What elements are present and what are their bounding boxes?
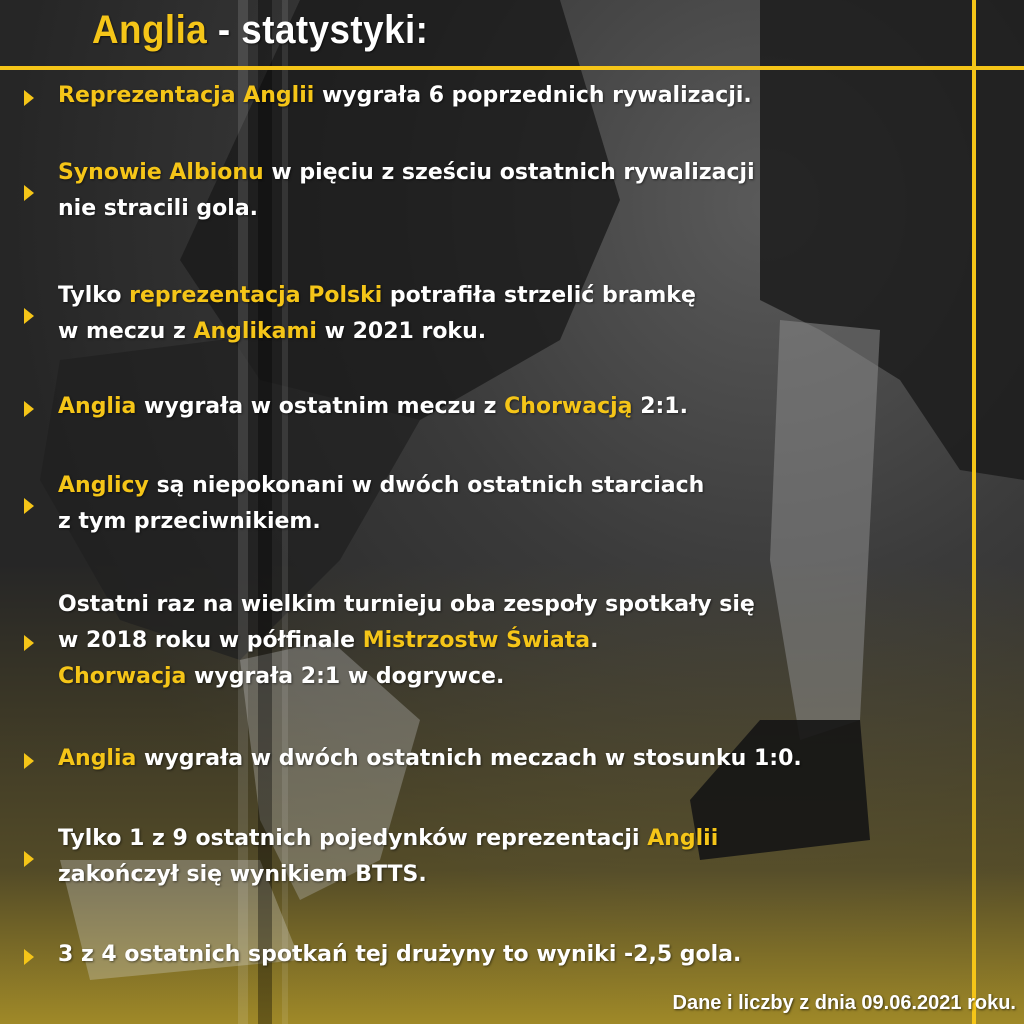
- data-date-note: Dane i liczby z dnia 09.06.2021 roku.: [672, 992, 1016, 1014]
- stat-text-segment: w meczu z: [58, 319, 194, 344]
- bullet-arrow-icon: [24, 949, 34, 965]
- title-highlight: Anglia: [92, 8, 208, 52]
- stat-text-segment: nie stracili gola.: [58, 196, 259, 221]
- stat-text: [58, 155, 755, 227]
- stat-text-segment: wygrała w dwóch ostatnich meczach w stosunku 1:0.: [136, 746, 802, 771]
- stat-text-segment: Tylko 1 z 9 ostatnich pojedynków reprezentacji: [58, 826, 648, 851]
- stat-text-segment: z tym przeciwnikiem.: [58, 509, 321, 534]
- bullet-arrow-icon: [24, 498, 34, 514]
- bullet-arrow-icon: [24, 185, 34, 201]
- bullet-arrow-icon: [24, 401, 34, 417]
- stat-text: [58, 278, 696, 350]
- stat-text-segment: zakończył się wynikiem BTTS.: [58, 862, 427, 887]
- stat-text-segment: .: [590, 628, 599, 653]
- stat-text-segment: 2:1.: [632, 394, 688, 419]
- highlighted-term: Chorwacją: [504, 394, 633, 419]
- bullet-arrow-icon: [24, 635, 34, 651]
- stat-text-segment: Ostatni raz na wielkim turnieju oba zespoły spotkały się: [58, 592, 755, 617]
- bullet-arrow-icon: [24, 753, 34, 769]
- highlighted-term: Anglia: [58, 394, 137, 419]
- stat-text-segment: w pięciu z sześciu ostatnich rywalizacji: [263, 160, 755, 185]
- highlighted-term: reprezentacja Polski: [129, 283, 383, 308]
- bullet-arrow-icon: [24, 851, 34, 867]
- stat-text-segment: wygrała 6 poprzednich rywalizacji.: [314, 83, 752, 108]
- title-rest: - statystyki:: [207, 8, 429, 52]
- stat-text: [58, 468, 704, 540]
- stat-text: [58, 78, 752, 114]
- stat-text: [58, 937, 741, 973]
- stat-text: [58, 741, 802, 777]
- highlighted-term: Anglicy: [58, 473, 149, 498]
- highlighted-term: Mistrzostw Świata: [362, 628, 591, 653]
- highlighted-term: Anglia: [58, 746, 137, 771]
- stat-text-segment: w 2018 roku w półfinale: [58, 628, 363, 653]
- highlighted-term: Anglikami: [193, 319, 317, 344]
- stat-text-segment: Tylko: [58, 283, 130, 308]
- stat-text-segment: wygrała 2:1 w dogrywce.: [186, 664, 505, 689]
- highlighted-term: Chorwacja: [58, 664, 187, 689]
- stat-text: [58, 389, 688, 425]
- stat-text-segment: w 2021 roku.: [316, 319, 487, 344]
- stat-text: [58, 821, 718, 893]
- stat-text: [58, 587, 755, 695]
- highlighted-term: Reprezentacja Anglii: [58, 83, 315, 108]
- bullet-arrow-icon: [24, 90, 34, 106]
- highlighted-term: Synowie Albionu: [58, 160, 264, 185]
- stat-text-segment: potrafiła strzelić bramkę: [382, 283, 696, 308]
- stat-text-segment: wygrała w ostatnim meczu z: [136, 394, 505, 419]
- highlighted-term: Anglii: [647, 826, 719, 851]
- bullet-arrow-icon: [24, 308, 34, 324]
- stat-text-segment: 3 z 4 ostatnich spotkań tej drużyny to wyniki -2,5 gola.: [58, 942, 742, 967]
- stat-text-segment: są niepokonani w dwóch ostatnich starciach: [148, 473, 705, 498]
